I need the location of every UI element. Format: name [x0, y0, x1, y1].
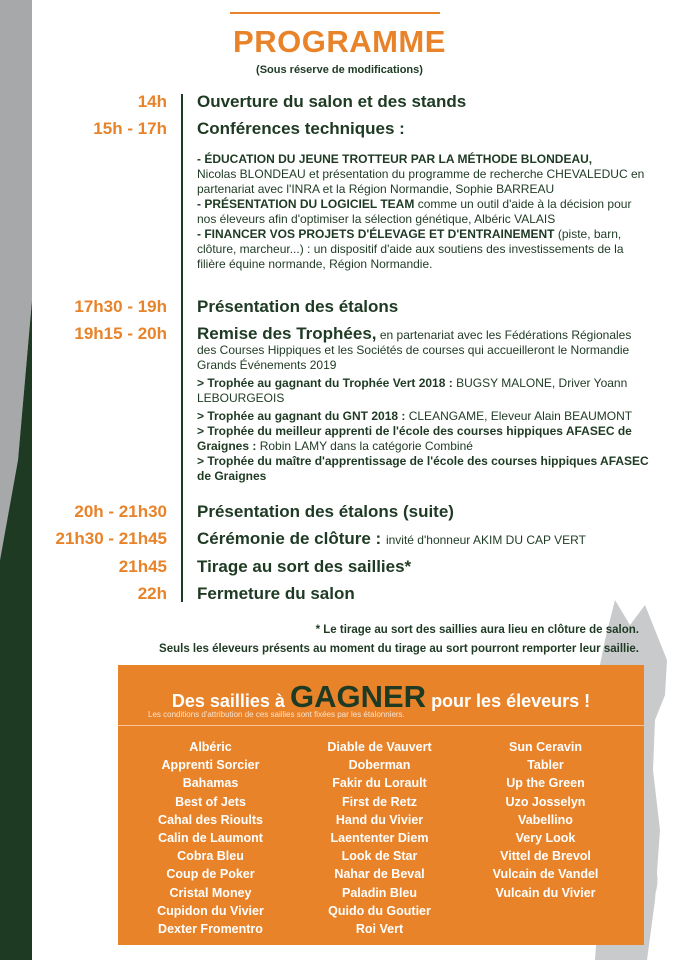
stallion-name: Laententer Diem — [330, 831, 429, 846]
stallion-name: Cristal Money — [169, 885, 252, 900]
stallion-name: Bahamas — [182, 776, 239, 791]
stallion-column — [292, 738, 467, 938]
trophies-list — [197, 376, 652, 484]
stallion-name: Quido du Goutier — [328, 903, 431, 918]
conference-heading: - FINANCER VOS PROJETS D'ÉLEVAGE ET D'ENTRAINEMENT — [197, 227, 555, 241]
event-title: Cérémonie de clôture : — [197, 529, 382, 548]
stallion-name: Nahar de Beval — [334, 867, 425, 882]
stallion-name: Roi Vert — [355, 922, 404, 937]
conference-item — [197, 152, 652, 197]
stallion-name: Look de Star — [341, 849, 418, 864]
stallion-name: Apprenti Sorcier — [161, 758, 260, 773]
time-label: 19h15 - 20h — [74, 324, 167, 343]
stallion-name: Calin de Laumont — [158, 831, 263, 846]
stallion-name: Very Look — [515, 831, 576, 846]
saillies-subtitle: Les conditions d'attribution de ces saillies sont fixées par les étalonniers. — [148, 710, 405, 719]
stallion-name: First de Retz — [341, 794, 417, 809]
trophy-text: Robin LAMY dans la catégorie Combiné — [259, 439, 473, 453]
event-title: Conférences techniques : — [197, 119, 405, 138]
conference-heading: - PRÉSENTATION DU LOGICIEL TEAM — [197, 197, 415, 211]
conference-item — [197, 227, 652, 272]
stallion-name: Albéric — [189, 740, 232, 754]
stallion-name: Doberman — [348, 758, 411, 773]
saillies-title-post: pour les éleveurs ! — [431, 691, 591, 711]
time-label: 21h30 - 21h45 — [55, 529, 167, 548]
trophy-item — [197, 376, 652, 406]
stallion-name: Fakir du Lorault — [332, 776, 427, 791]
page-title: PROGRAMME — [233, 24, 446, 59]
event-note: en partenariat avec les Fédérations Régionales des Courses Hippiques et les Sociétés de courses qui accueilleront le Normandie Grands Événements 2019 — [197, 328, 632, 372]
time-label: 17h30 - 19h — [74, 297, 167, 316]
event-title: Ouverture du salon et des stands — [197, 92, 467, 111]
title-rule — [230, 12, 440, 14]
stallion-name: Best of Jets — [175, 794, 246, 809]
time-label: 21h45 — [118, 557, 167, 576]
time-label: 14h — [137, 92, 167, 111]
stallion-name: Cupidon du Vivier — [157, 903, 264, 918]
trophy-heading: > Trophée au gagnant du Trophée Vert 2018 : — [197, 376, 453, 390]
trophy-item — [197, 454, 652, 484]
event-note: invité d'honneur AKIM DU CAP VERT — [385, 533, 586, 547]
time-label: 22h — [137, 584, 167, 603]
stallion-name: Diable de Vauvert — [327, 740, 432, 754]
stallion-name: Vabellino — [518, 812, 573, 827]
saillies-title-big: GAGNER — [289, 679, 427, 714]
trophy-text: CLEANGAME, Eleveur Alain BEAUMONT — [408, 409, 633, 423]
box-divider — [118, 725, 644, 726]
stallion-name: Hand du Vivier — [335, 812, 424, 827]
trophy-item — [197, 424, 652, 454]
stallion-name: Uzo Josselyn — [505, 794, 586, 809]
stallion-name: Vulcain de Vandel — [492, 867, 599, 882]
stallion-name: Dexter Fromentro — [158, 922, 263, 937]
stallion-name: Up the Green — [506, 776, 585, 791]
stallion-name: Paladin Bleu — [341, 885, 418, 900]
stallion-name: Sun Ceravin — [509, 740, 582, 754]
stallion-name: Coup de Poker — [166, 867, 255, 882]
conference-details — [197, 152, 652, 272]
timeline-divider — [181, 94, 183, 602]
conference-item — [197, 197, 652, 227]
event-title: Fermeture du salon — [197, 584, 355, 603]
conference-text: Nicolas BLONDEAU et présentation du programme de recherche CHEVALEDUC en partenariat avec l'INRA et la Région Normandie, Sophie BARREAU — [197, 167, 645, 196]
trophy-text: BUGSY MALONE, Driver Yoann LEBOURGEOIS — [197, 376, 628, 405]
time-label: 15h - 17h — [93, 119, 167, 138]
conference-text: comme un outil d'aide à la décision pour nos éleveurs afin d'optimiser la sélection génétique, Albéric VALAIS — [197, 197, 632, 226]
event-title-with-note — [197, 529, 586, 549]
stallion-name: Cobra Bleu — [177, 849, 244, 864]
stallion-column — [123, 738, 298, 938]
trophy-heading: > Trophée du meilleur apprenti de l'école des courses hippiques AFASEC de Graignes : — [197, 424, 632, 453]
stallion-name: Cahal des Rioults — [158, 812, 263, 827]
event-title: Tirage au sort des saillies* — [197, 557, 412, 576]
saillies-title-pre: Des saillies à — [171, 691, 285, 711]
trophies-block — [197, 324, 652, 373]
stallion-name: Tabler — [527, 758, 564, 773]
event-title: Présentation des étalons — [197, 297, 399, 316]
trophy-heading: > Trophée au gagnant du GNT 2018 : — [197, 409, 406, 423]
page-subtitle: (Sous réserve de modifications) — [256, 64, 423, 76]
trophy-heading: > Trophée du maître d'apprentissage de l'école des courses hippiques AFASEC de Graignes — [197, 454, 649, 483]
footnote: Seuls les éleveurs présents au moment du tirage au sort pourront remporter leur saillie. — [159, 643, 639, 655]
stallion-name: Vulcain du Vivier — [495, 885, 596, 900]
event-title: Présentation des étalons (suite) — [197, 502, 454, 521]
saillies-box — [118, 665, 644, 945]
time-label: 20h - 21h30 — [74, 502, 167, 521]
trophy-item — [197, 409, 652, 424]
conference-heading: - ÉDUCATION DU JEUNE TROTTEUR PAR LA MÉTHODE BLONDEAU, — [197, 152, 593, 166]
stallion-column — [458, 738, 633, 902]
footnote: * Le tirage au sort des saillies aura lieu en clôture de salon. — [315, 624, 639, 636]
stallion-name: Vittel de Brevol — [500, 849, 591, 864]
conference-text: (piste, barn, clôture, marcheur...) : un dispositif d'aide aux soutiens des investissements de la filière équine normande, Région Normandie. — [197, 227, 624, 271]
event-title: Remise des Trophées, — [197, 324, 377, 343]
